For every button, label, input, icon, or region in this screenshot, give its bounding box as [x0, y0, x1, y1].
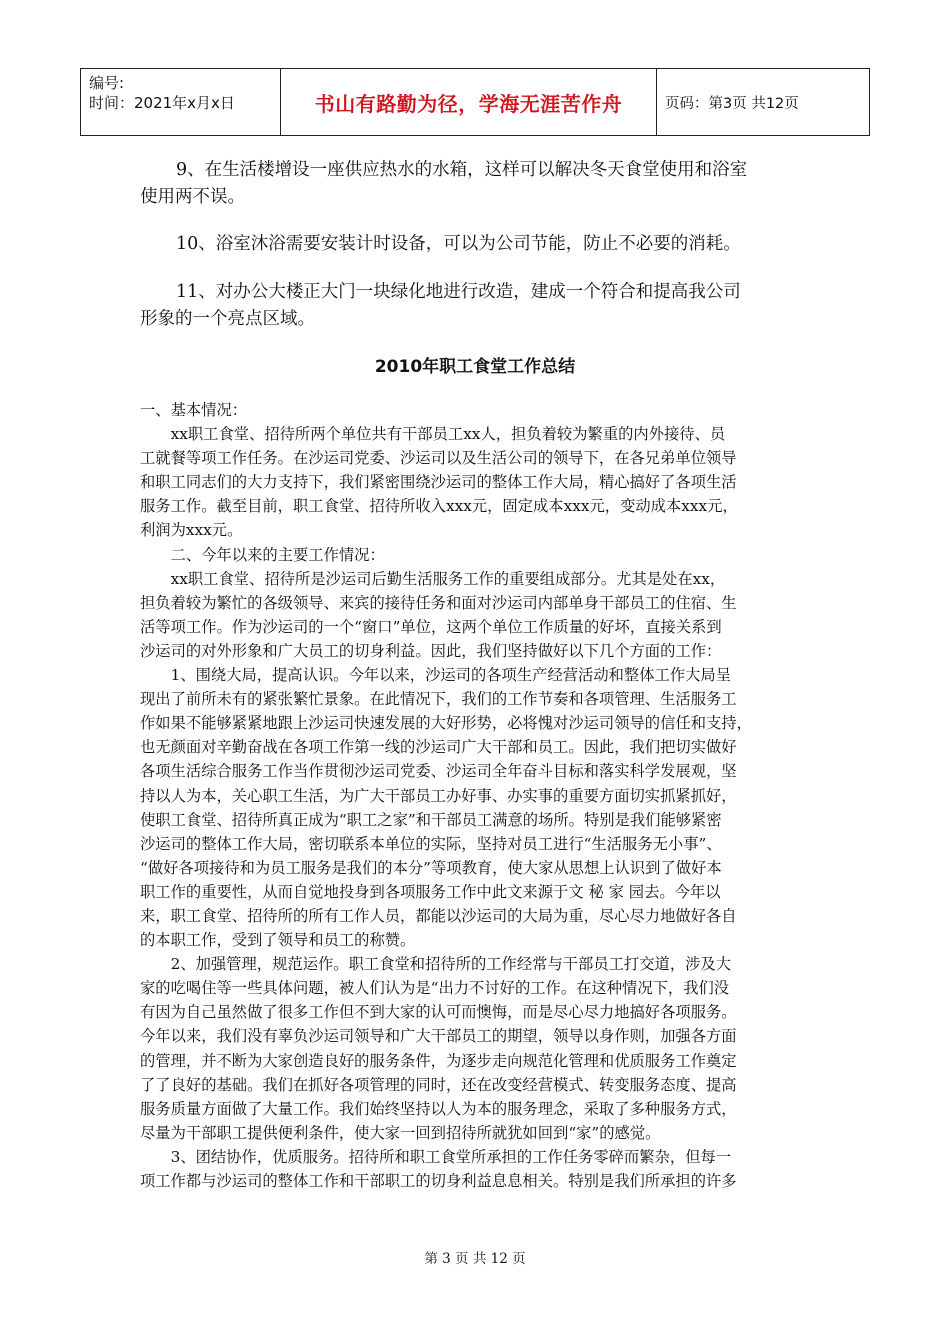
- body-line: 职工作的重要性，从而自觉地投身到各项服务工作中此文来源于文 秘 家 园去。今年以: [140, 882, 721, 901]
- body-line: 沙运司的整体工作大局，密切联系本单位的实际，坚持对员工进行“生活服务无小事”、: [140, 834, 722, 853]
- body-line: 一、基本情况：: [140, 401, 248, 419]
- body-line: 2、加强管理，规范运作。职工食堂和招待所的工作经常与干部员工打交道，涉及大: [140, 955, 732, 974]
- header-motto: 书山有路勤为径，学海无涯苦作舟: [281, 69, 657, 135]
- body-line: 利润为xxx元。: [140, 521, 243, 540]
- body-line: 家的吃喝住等一些具体问题，被人们认为是“出力不讨好的工作。在这种情况下，我们没: [140, 979, 730, 998]
- body-line: 服务工作。截至目前，职工食堂、招待所收入xxx元，固定成本xxx元，变动成本xxx元，: [140, 497, 738, 516]
- item-line: 10、浴室沐浴需要安装计时设备，可以为公司节能，防止不必要的消耗。: [176, 234, 741, 254]
- body-line: 使职工食堂、招待所真正成为“职工之家”和干部员工满意的场所。特别是我们能够紧密: [140, 810, 722, 829]
- body-line: 尽量为干部职工提供便利条件，使大家一回到招待所就犹如回到“家”的感觉。: [140, 1123, 661, 1142]
- body-line: 有因为自己虽然做了很多工作但不到大家的认可而懊悔，而是尽心尽力地搞好各项服务。: [140, 1003, 737, 1022]
- item-line: 11、对办公大楼正大门一块绿化地进行改造，建成一个符合和提高我公司: [176, 282, 741, 302]
- list-item: [140, 157, 820, 211]
- body-line: 项工作都与沙运司的整体工作和干部职工的切身利益息息相关。特别是我们所承担的许多: [140, 1172, 737, 1190]
- body-line: 了了良好的基础。我们在抓好各项管理的同时，还在改变经营模式、转变服务态度、提高: [140, 1075, 737, 1094]
- page-footer: 第 3 页 共 12 页: [424, 1251, 526, 1267]
- body-line: 1、围绕大局，提高认识。今年以来，沙运司的各项生产经营活动和整体工作大局呈: [140, 666, 732, 685]
- body-line: [140, 1193, 820, 1217]
- list-item: [140, 279, 820, 333]
- document-title: 2010年职工食堂工作总结: [374, 357, 576, 377]
- body-line: 现出了前所未有的紧张繁忙景象。在此情况下，我们的工作节奏和各项管理、生活服务工: [140, 690, 737, 709]
- body-line: 来，职工食堂、招待所的所有工作人员，都能以沙运司的大局为重，尽心尽力地做好各自: [140, 906, 737, 925]
- item-line: 形象的一个亮点区域。: [140, 309, 315, 329]
- body-line: 二、今年以来的主要工作情况：: [140, 545, 385, 564]
- header-table: [80, 68, 870, 136]
- header-meta-cell: [81, 69, 281, 135]
- body-line: 的本职工作，受到了领导和员工的称赞。: [140, 931, 416, 950]
- body-line: 也无颜面对辛勤奋战在各项工作第一线的沙运司广大干部和员工。因此，我们把切实做好: [140, 738, 737, 757]
- body-line: xx职工食堂、招待所是沙运司后勤生活服务工作的重要组成部分。尤其是处在xx，: [140, 569, 726, 588]
- header-page-info: 页码：第3页 共12页: [665, 95, 799, 112]
- body-line: 服务质量方面做了大量工作。我们始终坚持以人为本的服务理念，采取了多种服务方式，: [140, 1099, 737, 1118]
- body-line: 活等项工作。作为沙运司的一个“窗口”单位，这两个单位工作质量的好坏，直接关系到: [140, 617, 722, 636]
- item-line: 9、在生活楼增设一座供应热水的水箱，这样可以解决冬天食堂使用和浴室: [176, 160, 748, 180]
- number-label: 编号:: [89, 74, 125, 92]
- list-item: [140, 231, 820, 258]
- body-line: 作如果不能够紧紧地跟上沙运司快速发展的大好形势，必将愧对沙运司领导的信任和支持，: [140, 714, 752, 733]
- item-line: 使用两不误。: [140, 187, 245, 207]
- body-line: 沙运司的对外形象和广大员工的切身利益。因此，我们坚持做好以下几个方面的工作：: [140, 641, 722, 660]
- body-line: 今年以来，我们没有辜负沙运司领导和广大干部员工的期望，领导以身作则，加强各方面: [140, 1027, 737, 1046]
- body-line: 各项生活综合服务工作当作贯彻沙运司党委、沙运司全年奋斗目标和落实科学发展观，坚: [140, 762, 737, 781]
- time-label: 时间：2021年x月x日: [89, 94, 235, 112]
- document-body: [140, 398, 820, 1217]
- body-line: 的管理，并不断为大家创造良好的服务条件，为逐步走向规范化管理和优质服务工作奠定: [140, 1051, 737, 1070]
- body-line: “做好各项接待和为员工服务是我们的本分”等项教育，使大家从思想上认识到了做好本: [140, 858, 722, 877]
- body-line: 和职工同志们的大力支持下，我们紧密围绕沙运司的整体工作大局，精心搞好了各项生活: [140, 473, 737, 492]
- body-line: xx职工食堂、招待所两个单位共有干部员工xx人，担负着较为繁重的内外接待、员: [140, 425, 726, 444]
- body-line: 3、团结协作，优质服务。招待所和职工食堂所承担的工作任务零碎而繁杂，但每一: [140, 1147, 732, 1166]
- body-line: 工就餐等项工作任务。在沙运司党委、沙运司以及生活公司的领导下，在各兄弟单位领导: [140, 449, 737, 468]
- body-line: 担负着较为繁忙的各级领导、来宾的接待任务和面对沙运司内部单身干部员工的住宿、生: [140, 593, 737, 612]
- body-line: 持以人为本，关心职工生活，为广大干部员工办好事、办实事的重要方面切实抓紧抓好，: [140, 786, 737, 805]
